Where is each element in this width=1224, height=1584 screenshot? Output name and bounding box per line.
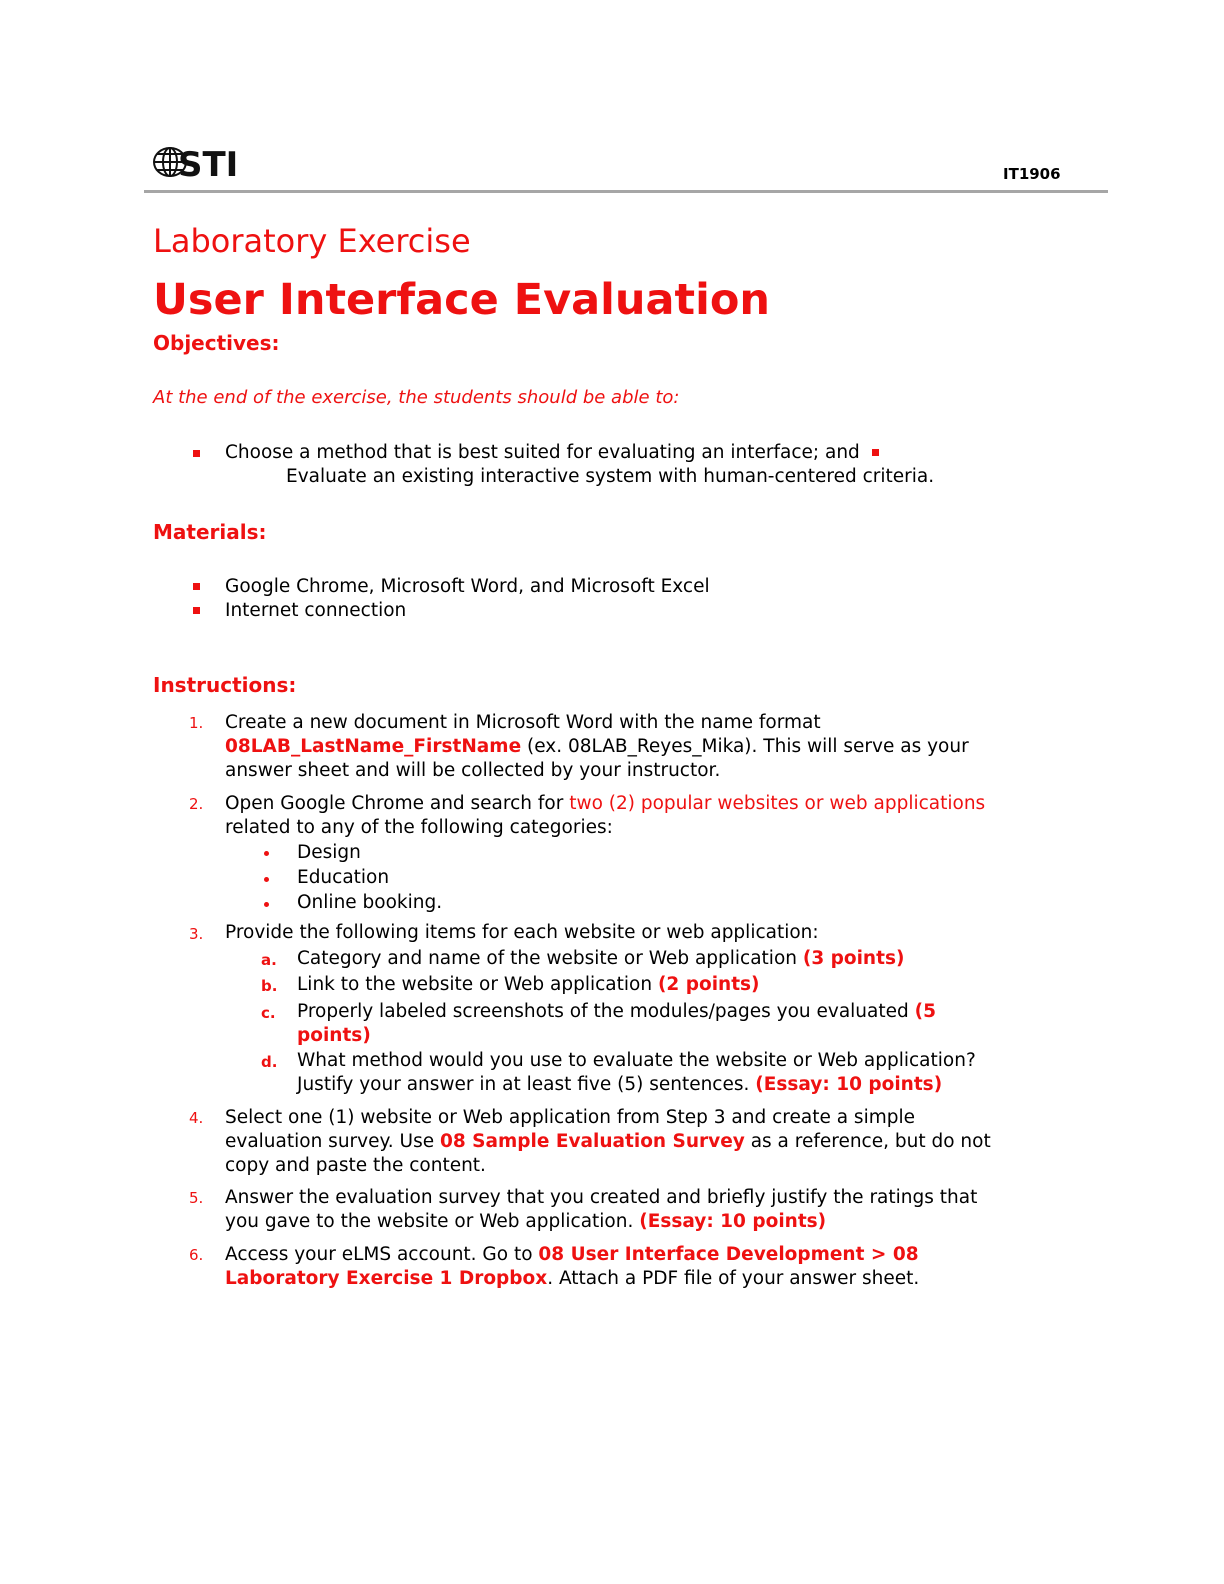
header-divider [144,190,1108,193]
step-3c-continued: points) [297,1025,371,1046]
square-bullet-icon [193,450,200,457]
square-bullet-icon [193,583,200,590]
step-1-line-2: 08LAB_LastName_FirstName (ex. 08LAB_Reyes_Mika). This will serve as your [225,736,969,757]
materials-heading: Materials: [153,520,267,544]
bullet-dot-icon [264,877,269,882]
materials-item: Google Chrome, Microsoft Word, and Microsoft Excel [225,576,710,597]
sub-item-letter: b. [261,977,278,995]
bullet-dot-icon [264,902,269,907]
step-number: 2. [189,795,204,813]
step-2-line-1: Open Google Chrome and search for two (2) popular websites or web applications [225,793,986,814]
category-item: Online booking. [297,892,443,913]
svg-text:STI: STI [178,145,239,184]
step-3c: Properly labeled screenshots of the modules/pages you evaluated (5 [297,1001,936,1022]
step-3-line-1: Provide the following items for each website or web application: [225,922,819,943]
step-number: 1. [189,714,204,732]
step-number: 6. [189,1246,204,1264]
step-1-line-1: Create a new document in Microsoft Word with the name format [225,712,821,733]
document-subtitle: Laboratory Exercise [153,222,471,260]
category-item: Education [297,867,390,888]
objectives-heading: Objectives: [153,331,280,355]
objective-item-1: Choose a method that is best suited for evaluating an interface; and [225,441,873,465]
square-bullet-icon [872,449,879,456]
objectives-intro: At the end of the exercise, the students should be able to: [153,387,680,408]
sub-item-letter: a. [261,951,277,969]
step-5-line-1: Answer the evaluation survey that you created and briefly justify the ratings that [225,1187,978,1208]
step-3d-line-1: What method would you use to evaluate the website or Web application? [297,1050,976,1071]
step-6-line-2: Laboratory Exercise 1 Dropbox. Attach a PDF file of your answer sheet. [225,1268,920,1289]
sub-item-letter: d. [261,1053,278,1071]
materials-item: Internet connection [225,600,407,621]
instructions-heading: Instructions: [153,673,297,697]
step-3d-line-2: Justify your answer in at least five (5) sentences. (Essay: 10 points) [297,1074,943,1095]
step-6-line-1: Access your eLMS account. Go to 08 User Interface Development > 08 [225,1244,919,1265]
sti-logo [150,140,240,184]
square-bullet-icon [193,607,200,614]
step-number: 4. [189,1109,204,1127]
step-5-line-2: you gave to the website or Web application. (Essay: 10 points) [225,1211,827,1232]
step-3a: Category and name of the website or Web application (3 points) [297,948,905,969]
sub-item-letter: c. [261,1004,276,1022]
document-title: User Interface Evaluation [153,275,770,325]
category-item: Design [297,842,361,863]
step-number: 5. [189,1189,204,1207]
step-1-line-3: answer sheet and will be collected by your instructor. [225,760,721,781]
step-2-line-2: related to any of the following categories: [225,817,613,838]
step-number: 3. [189,925,204,943]
bullet-dot-icon [264,851,269,856]
objective-item-2: Evaluate an existing interactive system with human-centered criteria. [286,466,935,487]
course-code: IT1906 [1003,165,1061,183]
step-3b: Link to the website or Web application (2 points) [297,974,760,995]
step-4-line-3: copy and paste the content. [225,1155,486,1176]
step-4-line-1: Select one (1) website or Web application from Step 3 and create a simple [225,1107,916,1128]
step-4-line-2: evaluation survey. Use 08 Sample Evaluation Survey as a reference, but do not [225,1131,991,1152]
